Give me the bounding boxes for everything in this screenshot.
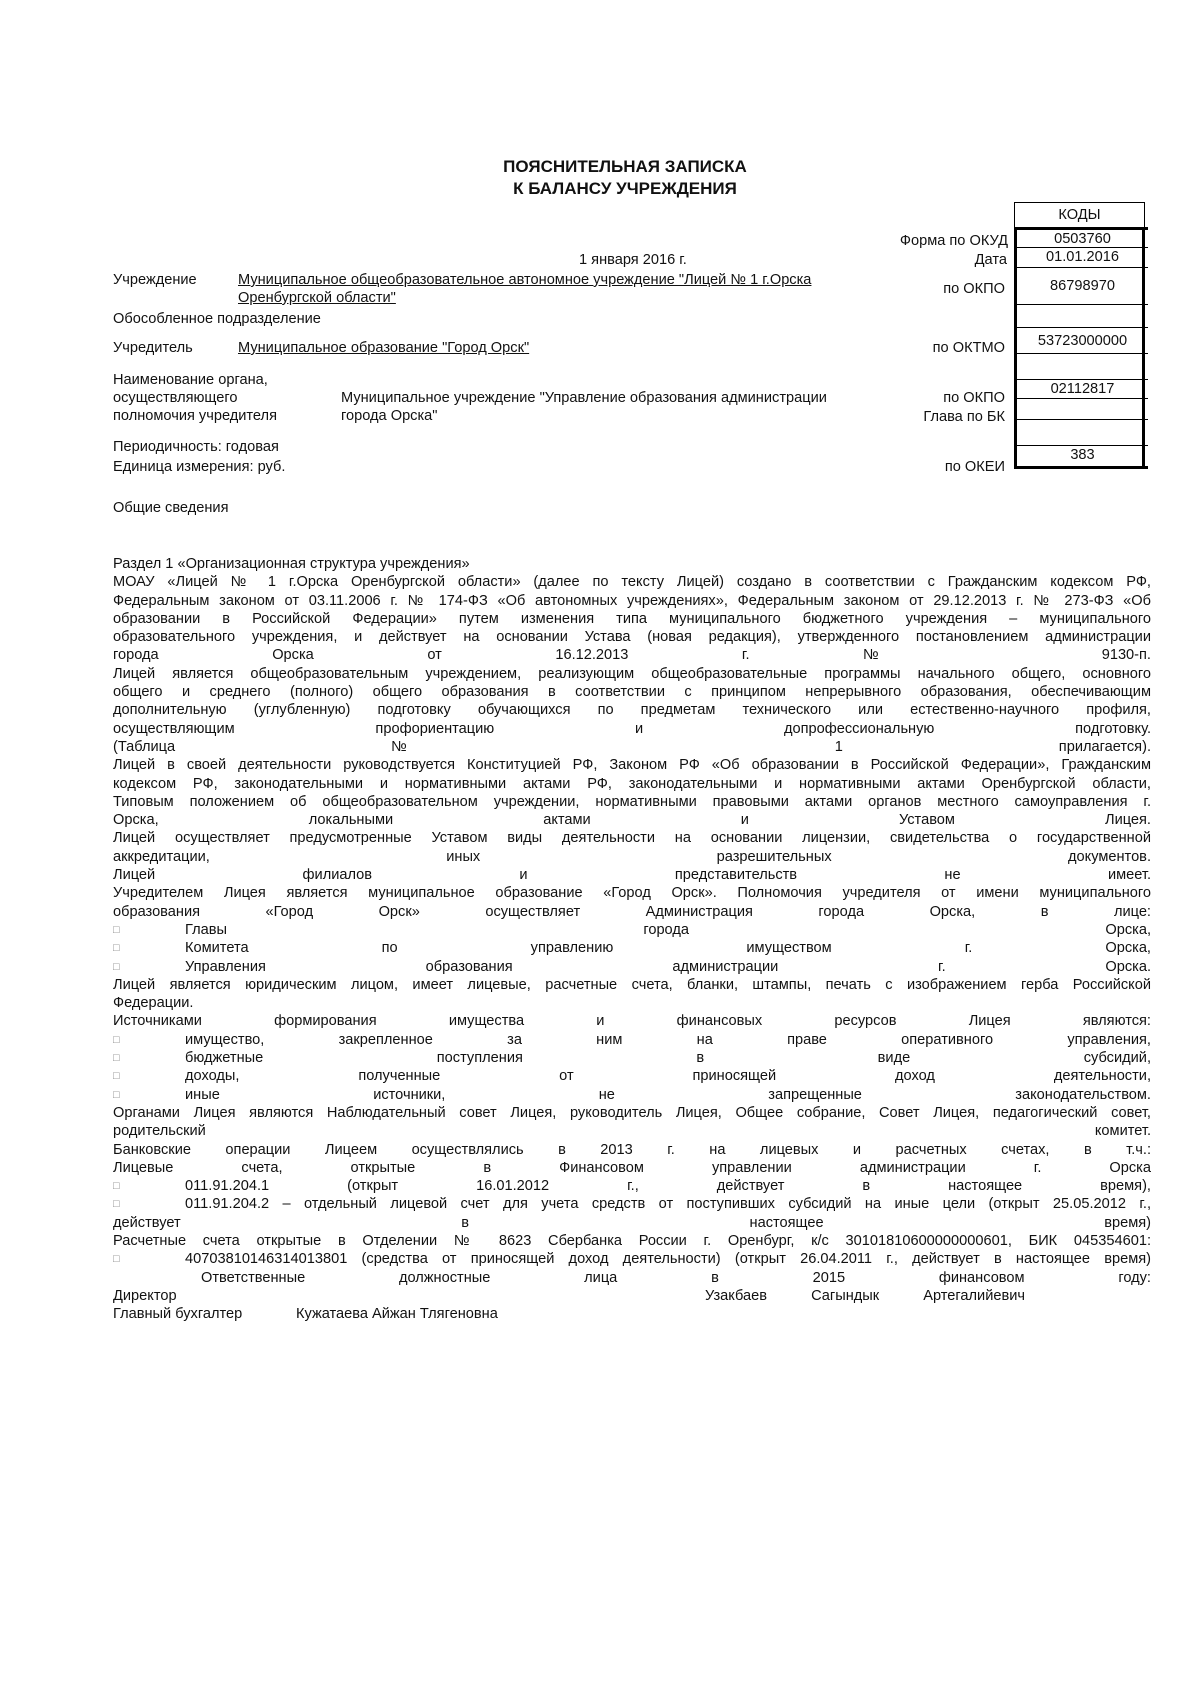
document-title-line1: ПОЯСНИТЕЛЬНАЯ ЗАПИСКА xyxy=(503,157,747,176)
code-bk xyxy=(1017,399,1148,420)
list-item xyxy=(113,958,1151,976)
text-line: Орска, локальными актами и Уставом Лицея. xyxy=(113,812,1151,829)
document-title-line2: К БАЛАНСУ УЧРЕЖДЕНИЯ xyxy=(513,179,737,198)
bullet-box-icon: □ xyxy=(113,942,120,955)
institution-label: Учреждение xyxy=(113,272,197,288)
code-okpo: 86798970 xyxy=(1017,268,1148,305)
text-line: Лицей является юридическим лицом, имеет лицевые, расчетные счета, бланки, штампы, печать с изображением герба Российской xyxy=(113,976,1151,993)
text-line: Органами Лицея являются Наблюдательный совет Лицея, руководитель Лицея, Общее собрание, Совет Лицея, педагогический совет, xyxy=(113,1104,1151,1121)
bullet-box-icon: □ xyxy=(113,1070,120,1083)
list-item-text: Комитета по управлению имуществом г. Орска, xyxy=(185,940,1151,957)
code-label-bk: Глава по БК xyxy=(923,409,1005,425)
bullet-box-icon: □ xyxy=(113,1198,120,1211)
list-item xyxy=(113,1086,1151,1104)
list-item xyxy=(113,939,1151,957)
accountant-label: Главный бухгалтер xyxy=(113,1306,243,1323)
text-line: общего и среднего (полного) общего образования в соответствии с принципом непрерывного образования, обеспечивающим xyxy=(113,684,1151,701)
bullet-box-icon: □ xyxy=(113,1052,120,1065)
text-line: Расчетные счета открытые в Отделении № 8623 Сбербанка России г. Оренбург, к/с 30101810600000000601, БИК 045354601: xyxy=(113,1232,1151,1249)
paragraph-block-c xyxy=(113,1104,1151,1177)
code-okpo-2: 02112817 xyxy=(1017,380,1148,399)
list-item-text: Главы города Орска, xyxy=(185,921,1151,938)
list-item-text: бюджетные поступления в виде субсидий, xyxy=(185,1050,1151,1067)
list-item-text: 011.91.204.2 – отдельный лицевой счет для учета средств от поступивших субсидий на иные цели (открыт 25.05.2012 г., xyxy=(185,1196,1151,1213)
bullet-box-icon: □ xyxy=(113,1088,120,1101)
bullet-box-icon: □ xyxy=(113,1180,120,1193)
organ-value-1: Муниципальное учреждение "Управление образования администрации xyxy=(341,390,827,406)
institution-value-line1: Муниципальное общеобразовательное автономное учреждение "Лицей № 1 г.Орска xyxy=(238,272,812,288)
list-item xyxy=(113,1195,1151,1213)
organ-label-3: полномочия учредителя xyxy=(113,408,277,424)
subdivision-label: Обособленное подразделение xyxy=(113,311,321,327)
list-item-text: доходы, полученные от приносящей доход деятельности, xyxy=(185,1068,1151,1085)
codes-box xyxy=(1014,227,1145,469)
list-item-text: Управления образования администрации г. Орска. xyxy=(185,958,1151,975)
code-blank-2 xyxy=(1017,354,1148,380)
text-line: осуществляющим профориентацию и допрофессиональную подготовку. xyxy=(113,720,1151,737)
organ-label-2: осуществляющего xyxy=(113,390,238,406)
text-line: дополнительную (углубленную) подготовку обучающихся по предметам технического или естественно-научного профиля, xyxy=(113,702,1151,719)
accountant-name: Кужатаева Айжан Тлягеновна xyxy=(296,1306,498,1323)
list-item xyxy=(113,921,1151,939)
code-label-okpo-2: по ОКПО xyxy=(943,390,1005,406)
text-line: (Таблица № 1 прилагается). xyxy=(113,738,1151,755)
text-line: Лицевые счета, открытые в Финансовом управлении администрации г. Орска xyxy=(113,1159,1151,1176)
list-item xyxy=(113,1067,1151,1085)
text-line: Лицей в своей деятельности руководствуется Конституцией РФ, Законом РФ «Об образовании в Российской Федерации», Гражданским xyxy=(113,757,1151,774)
section-1-title: Раздел 1 «Организационная структура учреждения» xyxy=(113,556,470,572)
code-label-okpo: по ОКПО xyxy=(943,281,1005,297)
text-line: образовательного учреждения, и действует на основании Устава (новая редакция), утвержденного постановлением администрации xyxy=(113,629,1151,646)
list-item xyxy=(113,1031,1151,1049)
code-label-oktmo: по ОКТМО xyxy=(932,340,1005,356)
text-line: кодексом РФ, законодательными и нормативными актами РФ, законодательными и нормативными актами Оренбургской области, xyxy=(113,775,1151,792)
list-item xyxy=(113,1177,1151,1195)
text-line: Лицей осуществляет предусмотренные Уставом виды деятельности на основании лицензии, свидетельства о государственной xyxy=(113,830,1151,847)
text-line: города Орска от 16.12.2013 г. № 9130-п. xyxy=(113,647,1151,664)
codes-table xyxy=(1014,202,1145,469)
director-label: Директор xyxy=(113,1287,177,1304)
text-line: Банковские операции Лицеем осуществлялись в 2013 г. на лицевых и расчетных счетах, в т.ч.: xyxy=(113,1141,1151,1158)
paragraph-block-b xyxy=(113,976,1151,1031)
code-date: 01.01.2016 xyxy=(1017,248,1148,268)
institution-value-line2: Оренбургской области" xyxy=(238,290,396,306)
code-okei: 383 xyxy=(1017,446,1148,469)
director-name: Узакбаев Сагындык Артегалийевич xyxy=(705,1287,1025,1304)
list-item-text: 40703810146314013801 (средства от приносящей доход деятельности) (открыт 26.04.2011 г., действует в настоящее время) xyxy=(185,1251,1151,1268)
list-item-text: иные источники, не запрещенные законодательством. xyxy=(185,1086,1151,1103)
text-line: родительский комитет. xyxy=(113,1123,1151,1140)
director-row xyxy=(113,1287,1151,1305)
text-line: аккредитации, иных разрешительных документов. xyxy=(113,848,1151,865)
paragraph-block-a xyxy=(113,573,1151,921)
list-item xyxy=(113,1250,1151,1268)
list-item xyxy=(113,1049,1151,1067)
text-line: образования «Город Орск» осуществляет Администрация города Орска, в лице: xyxy=(113,903,1151,920)
text-line: Источниками формирования имущества и финансовых ресурсов Лицея являются: xyxy=(113,1013,1151,1030)
accountant-row xyxy=(113,1305,1151,1323)
code-okud: 0503760 xyxy=(1017,227,1148,248)
bullet-box-icon: □ xyxy=(113,1033,120,1046)
report-date: 1 января 2016 г. xyxy=(579,252,687,268)
text-line: Учредителем Лицея является муниципальное образование «Город Орск». Полномочия учредителя от имени муниципального xyxy=(113,885,1151,902)
officials-line: Ответственные должностные лица в 2015 финансовом году: xyxy=(201,1269,1151,1286)
document-body xyxy=(113,555,1151,1323)
text-line: образовании в Российской Федерации» путем изменения типа муниципального бюджетного учреждения – муниципального xyxy=(113,610,1151,627)
text-line: Федерации. xyxy=(113,995,194,1012)
bullet-list-c xyxy=(113,1177,1151,1214)
bullet-box-icon: □ xyxy=(113,923,120,936)
codes-header: КОДЫ xyxy=(1014,202,1145,227)
text-line: Типовым положением об общеобразовательном учреждении, нормативными правовыми актами органов местного самоуправления г. xyxy=(113,793,1151,810)
bullet-list-a xyxy=(113,921,1151,976)
bullet-box-icon: □ xyxy=(113,1253,120,1266)
text-line: Лицей филиалов и представительств не имеет. xyxy=(113,867,1151,884)
text-line: МОАУ «Лицей № 1 г.Орска Оренбургской области» (далее по тексту Лицей) создано в соответствии с Гражданским кодексом РФ, xyxy=(113,574,1151,591)
paragraph-block-d xyxy=(113,1214,1151,1251)
bullet-list-b xyxy=(113,1031,1151,1104)
code-label-date: Дата xyxy=(974,252,1007,268)
founder-label: Учредитель xyxy=(113,340,193,356)
founder-value: Муниципальное образование "Город Орск" xyxy=(238,340,530,356)
code-oktmo: 53723000000 xyxy=(1017,328,1148,354)
code-label-okei: по ОКЕИ xyxy=(944,459,1005,475)
text-line: Федеральным законом от 03.11.2006 г. № 174-ФЗ «Об автономных учреждениях», Федеральным законом от 29.12.2013 г. № 273-ФЗ «Об xyxy=(113,592,1151,609)
text-line: действует в настоящее время) xyxy=(113,1214,1151,1231)
general-info-heading: Общие сведения xyxy=(113,500,229,516)
code-blank-3 xyxy=(1017,420,1148,446)
organ-value-2: города Орска" xyxy=(341,408,438,424)
code-blank-1 xyxy=(1017,305,1148,328)
measure-unit: Единица измерения: руб. xyxy=(113,459,286,475)
list-item-text: 011.91.204.1 (открыт 16.01.2012 г., действует в настоящее время), xyxy=(185,1178,1151,1195)
periodicity: Периодичность: годовая xyxy=(113,439,279,455)
text-line: Лицей является общеобразовательным учреждением, реализующим общеобразовательные программы начального общего, основного xyxy=(113,665,1151,682)
list-item-text: имущество, закрепленное за ним на праве оперативного управления, xyxy=(185,1031,1151,1048)
organ-label-1: Наименование органа, xyxy=(113,372,268,388)
code-label-okud: Форма по ОКУД xyxy=(899,233,1008,249)
bullet-list-d xyxy=(113,1250,1151,1268)
bullet-box-icon: □ xyxy=(113,960,120,973)
